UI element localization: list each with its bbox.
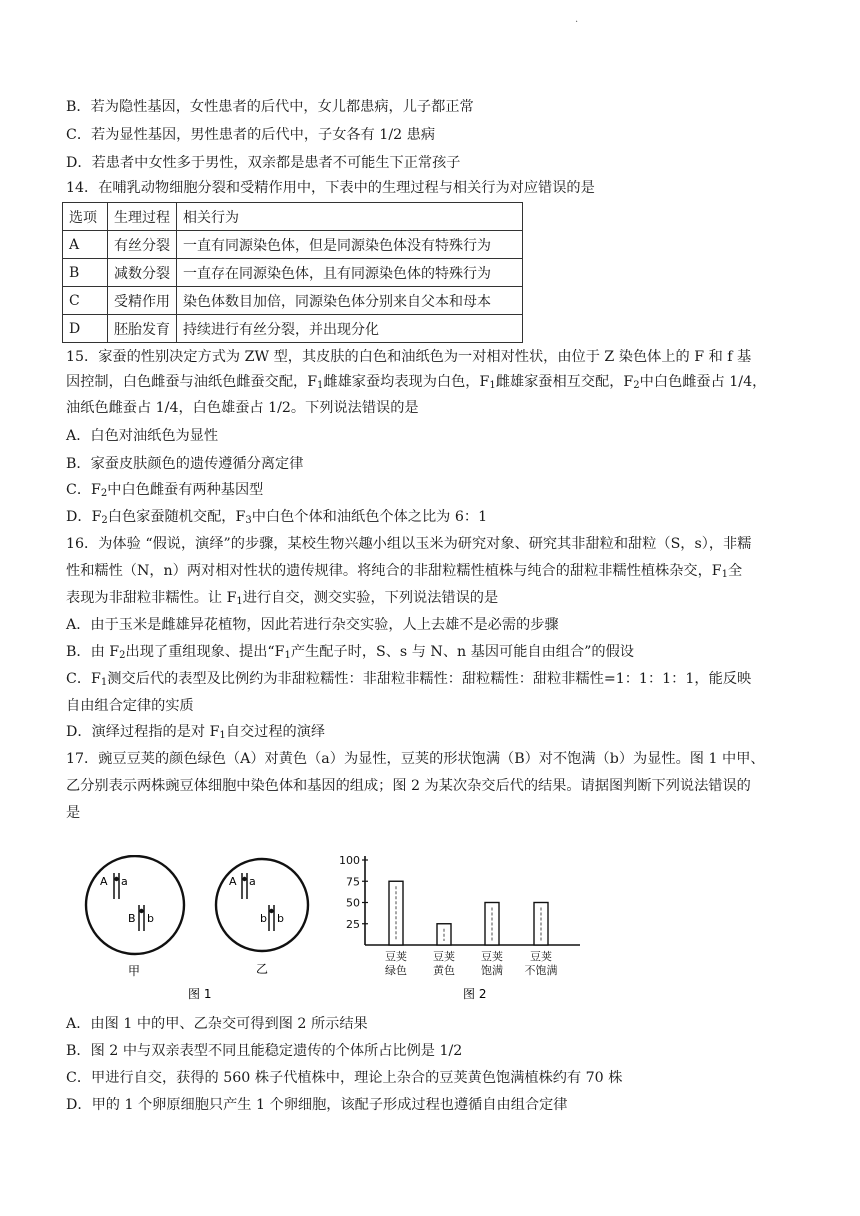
table-row: [63, 231, 523, 259]
q16-stem-line2: [66, 561, 742, 581]
gene-label: A: [229, 875, 237, 888]
text-run: 性和糯性（N，n）两对相对性状的遗传规律。将纯合的非甜粒糯性植株与纯合的甜粒非糯性植株杂交，F: [66, 563, 722, 579]
text-run: 雌雄家蚕相互交配，F: [495, 374, 634, 390]
x-tick-label: 豆荚: [385, 950, 407, 963]
q17-option-b: B．图 2 中与双亲表型不同且能稳定遗传的个体所占比例是 1/2: [66, 1043, 463, 1059]
q17-option-c: C．甲进行自交，获得的 560 株子代植株中，理论上杂合的豆荚黄色饱满植株约有 70 株: [66, 1070, 623, 1086]
text-run: C．F: [66, 671, 101, 687]
subscript: 3: [245, 515, 252, 526]
chart-labels: [385, 949, 558, 977]
text-run: 中白色个体和油纸色个体之比为 6：1: [251, 509, 488, 525]
gene-label: a: [121, 875, 128, 888]
table-header-cell: 选项: [63, 203, 108, 231]
text-run: 出现了重组现象、提出“F: [125, 644, 285, 660]
gene-label: b: [260, 912, 267, 925]
q16-stem-line3: [66, 588, 498, 608]
text-run: 因控制，白色雌蚕与油纸色雌蚕交配，F: [66, 374, 318, 390]
table-header-cell: 生理过程: [108, 203, 177, 231]
q17-stem-line2: 乙分别表示两株豌豆体细胞中染色体和基因的组成；图 2 为某次杂交后代的结果。请据图判断下列说法错误的: [66, 778, 751, 794]
subscript: 1: [219, 730, 226, 741]
subscript: 1: [489, 380, 496, 391]
subscript: 2: [119, 650, 126, 661]
q15-option-a: A．白色对油纸色为显性: [66, 428, 219, 444]
q16-option-a: A．由于玉米是雌雄异花植物，因此若进行杂交实验，人上去雄不是必需的步骤: [66, 617, 559, 633]
table-cell: 持续进行有丝分裂，并出现分化: [177, 315, 523, 343]
text-run: 中白色雌蚕有两种基因型: [107, 482, 264, 498]
cell-label: 甲: [128, 964, 141, 978]
q15-option-d: [66, 507, 487, 527]
text-run: 中白色雌蚕占 1/4，: [639, 374, 767, 390]
q15-stem-line1: 15．家蚕的性别决定方式为 ZW 型，其皮肤的白色和油纸色为一对相对性状，由位于 Z 染色体上的 F 和 f 基: [66, 349, 752, 365]
text-run: D．F: [66, 509, 102, 525]
x-tick-label: 豆荚: [481, 950, 503, 963]
x-tick-label: 豆荚: [530, 950, 552, 963]
table-cell: 一直存在同源染色体，且有同源染色体的特殊行为: [177, 259, 523, 287]
chart-bars: [389, 881, 548, 945]
q17-stem-line3: 是: [66, 805, 81, 821]
subscript: 2: [101, 515, 108, 526]
text-run: 全: [728, 563, 743, 579]
q13-option-d: D．若患者中女性多于男性，双亲都是患者不可能生下正常孩子: [66, 155, 461, 171]
subscript: 2: [100, 488, 108, 499]
q14-table: [62, 202, 523, 343]
subscript: 1: [100, 677, 108, 688]
figure-1-caption: 图 1: [188, 987, 212, 1001]
subscript: 1: [284, 650, 291, 661]
x-tick-label: 不饱满: [524, 964, 558, 977]
figure-1: [78, 855, 328, 1005]
table-cell: 染色体数目加倍，同源染色体分别来自父本和母本: [177, 287, 523, 315]
cell-label: 乙: [256, 962, 269, 976]
text-run: 雌雄家蚕均表现为白色，F: [323, 374, 490, 390]
gene-label: b: [147, 912, 154, 925]
q16-option-d: [66, 722, 325, 742]
cell-jia: [86, 856, 184, 978]
table-row: [63, 259, 523, 287]
text-run: B．由 F: [66, 644, 120, 660]
table-cell: A: [63, 231, 108, 259]
q15-stem-line2: [66, 372, 766, 392]
y-tick-label: 100: [339, 854, 360, 867]
table-cell: 受精作用: [108, 287, 177, 315]
text-run: C．F: [66, 482, 101, 498]
gene-label: A: [100, 875, 108, 888]
text-run: D．演绎过程指的是对 F: [66, 724, 220, 740]
figure-2-chart: [335, 848, 585, 1006]
text-run: 表现为非甜粒非糯性。让 F: [66, 590, 237, 606]
q17-option-a: A．由图 1 中的甲、乙杂交可得到图 2 所示结果: [66, 1016, 368, 1032]
table-cell: 减数分裂: [108, 259, 177, 287]
q17-stem-line1: 17．豌豆豆荚的颜色绿色（A）对黄色（a）为显性，豆荚的形状饱满（B）对不饱满（b）为显性。图 1 中甲、: [66, 751, 765, 767]
q17-option-d: D．甲的 1 个卵原细胞只产生 1 个卵细胞，该配子形成过程也遵循自由组合定律: [66, 1097, 568, 1113]
gene-label: B: [128, 912, 136, 925]
q16-option-c-cont: 自由组合定律的实质: [66, 698, 194, 714]
subscript: 2: [633, 380, 640, 391]
gene-label: b: [277, 912, 284, 925]
text-run: 进行自交，测交实验，下列说法错误的是: [242, 590, 499, 606]
q16-stem-line1: 16．为体验 “假说，演绎”的步骤，某校生物兴趣小组以玉米为研究对象、研究其非甜粒和甜粒（S，s），非糯: [66, 536, 752, 552]
subscript: 1: [721, 569, 729, 580]
table-row: [63, 315, 523, 343]
cell-yi: [216, 859, 308, 976]
table-cell: 有丝分裂: [108, 231, 177, 259]
gene-label: a: [249, 875, 256, 888]
table-header-cell: 相关行为: [177, 203, 523, 231]
q16-option-c: [66, 669, 751, 689]
q14-stem: 14．在哺乳动物细胞分裂和受精作用中，下表中的生理过程与相关行为对应错误的是: [66, 180, 595, 196]
header-dot: .: [575, 14, 579, 25]
x-tick-label: 豆荚: [433, 950, 455, 963]
text-run: 白色家蚕随机交配，F: [107, 509, 246, 525]
q15-option-c: [66, 480, 263, 500]
x-tick-label: 绿色: [385, 964, 407, 977]
figure-2-caption: 图 2: [463, 987, 487, 1001]
table-header-row: [63, 203, 523, 231]
table-cell: B: [63, 259, 108, 287]
x-tick-label: 饱满: [481, 964, 503, 977]
q15-stem-line3: 油纸色雌蚕占 1/4，白色雄蚕占 1/2。下列说法错误的是: [66, 400, 419, 416]
table-cell: C: [63, 287, 108, 315]
table-row: [63, 287, 523, 315]
q16-option-b: [66, 642, 634, 662]
q15-option-b: B．家蚕皮肤颜色的遗传遵循分离定律: [66, 456, 304, 472]
table-cell: D: [63, 315, 108, 343]
text-run: 自交过程的演绎: [225, 724, 326, 740]
y-tick-label: 75: [346, 875, 360, 889]
y-tick-label: 25: [346, 917, 360, 931]
table-cell: 胚胎发育: [108, 315, 177, 343]
text-run: 测交后代的表型及比例约为非甜粒糯性：非甜粒非糯性：甜粒糯性：甜粒非糯性=1：1：1：1，能反映: [107, 671, 752, 687]
subscript: 1: [236, 596, 243, 607]
y-tick-label: 50: [346, 896, 360, 910]
text-run: 产生配子时，S、s 与 N、n 基因可能自由组合”的假设: [290, 644, 634, 660]
table-cell: 一直有同源染色体，但是同源染色体没有特殊行为: [177, 231, 523, 259]
q13-option-b: B．若为隐性基因，女性患者的后代中，女儿都患病，儿子都正常: [66, 99, 474, 115]
subscript: 1: [317, 380, 324, 391]
x-tick-label: 黄色: [433, 964, 455, 977]
q13-option-c: C．若为显性基因，男性患者的后代中，子女各有 1/2 患病: [66, 127, 436, 143]
